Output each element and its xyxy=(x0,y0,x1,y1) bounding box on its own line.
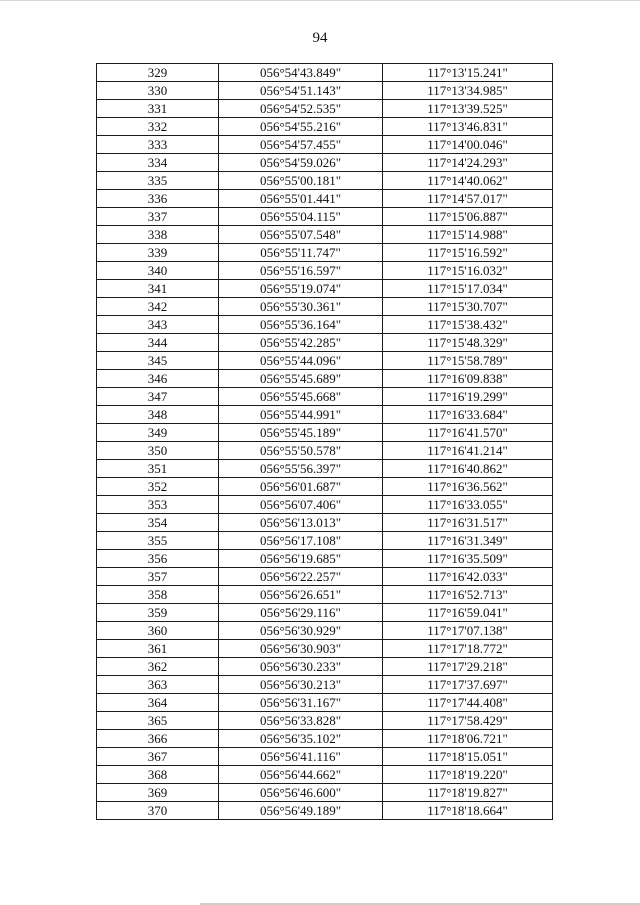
table-row xyxy=(97,172,553,190)
latitude-cell: 056°55'04.115" xyxy=(219,208,383,226)
table-row xyxy=(97,154,553,172)
table-row xyxy=(97,406,553,424)
point-number-cell: 329 xyxy=(97,64,219,82)
table-row xyxy=(97,118,553,136)
table-row xyxy=(97,784,553,802)
point-number-cell: 336 xyxy=(97,190,219,208)
point-number-cell: 354 xyxy=(97,514,219,532)
point-number-cell: 343 xyxy=(97,316,219,334)
table-row xyxy=(97,316,553,334)
longitude-cell: 117°16'09.838" xyxy=(383,370,553,388)
point-number-cell: 349 xyxy=(97,424,219,442)
point-number-cell: 365 xyxy=(97,712,219,730)
table-row xyxy=(97,730,553,748)
point-number-cell: 339 xyxy=(97,244,219,262)
table-row xyxy=(97,100,553,118)
latitude-cell: 056°54'57.455" xyxy=(219,136,383,154)
latitude-cell: 056°55'19.074" xyxy=(219,280,383,298)
table-row xyxy=(97,82,553,100)
longitude-cell: 117°15'38.432" xyxy=(383,316,553,334)
point-number-cell: 367 xyxy=(97,748,219,766)
longitude-cell: 117°15'48.329" xyxy=(383,334,553,352)
latitude-cell: 056°55'30.361" xyxy=(219,298,383,316)
longitude-cell: 117°15'06.887" xyxy=(383,208,553,226)
point-number-cell: 355 xyxy=(97,532,219,550)
point-number-cell: 335 xyxy=(97,172,219,190)
table-row xyxy=(97,226,553,244)
latitude-cell: 056°54'52.535" xyxy=(219,100,383,118)
point-number-cell: 340 xyxy=(97,262,219,280)
point-number-cell: 359 xyxy=(97,604,219,622)
longitude-cell: 117°16'33.684" xyxy=(383,406,553,424)
point-number-cell: 338 xyxy=(97,226,219,244)
point-number-cell: 341 xyxy=(97,280,219,298)
longitude-cell: 117°16'40.862" xyxy=(383,460,553,478)
latitude-cell: 056°56'30.213" xyxy=(219,676,383,694)
point-number-cell: 363 xyxy=(97,676,219,694)
table-row xyxy=(97,550,553,568)
latitude-cell: 056°56'31.167" xyxy=(219,694,383,712)
latitude-cell: 056°56'46.600" xyxy=(219,784,383,802)
latitude-cell: 056°56'30.929" xyxy=(219,622,383,640)
latitude-cell: 056°55'07.548" xyxy=(219,226,383,244)
point-number-cell: 348 xyxy=(97,406,219,424)
point-number-cell: 332 xyxy=(97,118,219,136)
longitude-cell: 117°17'29.218" xyxy=(383,658,553,676)
longitude-cell: 117°14'24.293" xyxy=(383,154,553,172)
coordinates-table xyxy=(96,63,553,820)
latitude-cell: 056°54'43.849" xyxy=(219,64,383,82)
latitude-cell: 056°55'45.668" xyxy=(219,388,383,406)
table-row xyxy=(97,658,553,676)
point-number-cell: 346 xyxy=(97,370,219,388)
longitude-cell: 117°13'15.241" xyxy=(383,64,553,82)
longitude-cell: 117°16'31.349" xyxy=(383,532,553,550)
longitude-cell: 117°18'18.664" xyxy=(383,802,553,820)
latitude-cell: 056°56'01.687" xyxy=(219,478,383,496)
latitude-cell: 056°55'11.747" xyxy=(219,244,383,262)
point-number-cell: 366 xyxy=(97,730,219,748)
longitude-cell: 117°16'41.570" xyxy=(383,424,553,442)
table-row xyxy=(97,388,553,406)
longitude-cell: 117°15'17.034" xyxy=(383,280,553,298)
latitude-cell: 056°56'33.828" xyxy=(219,712,383,730)
latitude-cell: 056°55'45.689" xyxy=(219,370,383,388)
latitude-cell: 056°55'50.578" xyxy=(219,442,383,460)
point-number-cell: 334 xyxy=(97,154,219,172)
table-row xyxy=(97,208,553,226)
latitude-cell: 056°56'07.406" xyxy=(219,496,383,514)
table-row xyxy=(97,190,553,208)
point-number-cell: 370 xyxy=(97,802,219,820)
point-number-cell: 368 xyxy=(97,766,219,784)
table-row xyxy=(97,712,553,730)
latitude-cell: 056°54'59.026" xyxy=(219,154,383,172)
longitude-cell: 117°18'19.827" xyxy=(383,784,553,802)
point-number-cell: 369 xyxy=(97,784,219,802)
latitude-cell: 056°56'49.189" xyxy=(219,802,383,820)
table-row xyxy=(97,442,553,460)
point-number-cell: 361 xyxy=(97,640,219,658)
point-number-cell: 351 xyxy=(97,460,219,478)
latitude-cell: 056°56'30.233" xyxy=(219,658,383,676)
longitude-cell: 117°16'31.517" xyxy=(383,514,553,532)
latitude-cell: 056°56'30.903" xyxy=(219,640,383,658)
scan-edge-top xyxy=(0,0,640,1)
point-number-cell: 331 xyxy=(97,100,219,118)
longitude-cell: 117°15'58.789" xyxy=(383,352,553,370)
point-number-cell: 345 xyxy=(97,352,219,370)
longitude-cell: 117°15'14.988" xyxy=(383,226,553,244)
table-row xyxy=(97,244,553,262)
table-row xyxy=(97,568,553,586)
point-number-cell: 352 xyxy=(97,478,219,496)
longitude-cell: 117°15'16.592" xyxy=(383,244,553,262)
longitude-cell: 117°16'41.214" xyxy=(383,442,553,460)
table-row xyxy=(97,136,553,154)
longitude-cell: 117°16'33.055" xyxy=(383,496,553,514)
longitude-cell: 117°17'37.697" xyxy=(383,676,553,694)
longitude-cell: 117°13'34.985" xyxy=(383,82,553,100)
table-row xyxy=(97,280,553,298)
point-number-cell: 344 xyxy=(97,334,219,352)
longitude-cell: 117°16'59.041" xyxy=(383,604,553,622)
table-row xyxy=(97,604,553,622)
table-row xyxy=(97,532,553,550)
point-number-cell: 357 xyxy=(97,568,219,586)
latitude-cell: 056°55'44.991" xyxy=(219,406,383,424)
longitude-cell: 117°17'07.138" xyxy=(383,622,553,640)
latitude-cell: 056°55'36.164" xyxy=(219,316,383,334)
table-row xyxy=(97,766,553,784)
longitude-cell: 117°16'42.033" xyxy=(383,568,553,586)
latitude-cell: 056°54'55.216" xyxy=(219,118,383,136)
latitude-cell: 056°55'00.181" xyxy=(219,172,383,190)
table-row xyxy=(97,514,553,532)
latitude-cell: 056°56'17.108" xyxy=(219,532,383,550)
longitude-cell: 117°15'30.707" xyxy=(383,298,553,316)
longitude-cell: 117°16'36.562" xyxy=(383,478,553,496)
point-number-cell: 362 xyxy=(97,658,219,676)
table-row xyxy=(97,622,553,640)
latitude-cell: 056°54'51.143" xyxy=(219,82,383,100)
table-row xyxy=(97,334,553,352)
longitude-cell: 117°15'16.032" xyxy=(383,262,553,280)
table-row xyxy=(97,352,553,370)
table-row xyxy=(97,370,553,388)
longitude-cell: 117°16'19.299" xyxy=(383,388,553,406)
latitude-cell: 056°56'19.685" xyxy=(219,550,383,568)
point-number-cell: 356 xyxy=(97,550,219,568)
longitude-cell: 117°17'58.429" xyxy=(383,712,553,730)
point-number-cell: 350 xyxy=(97,442,219,460)
latitude-cell: 056°56'44.662" xyxy=(219,766,383,784)
latitude-cell: 056°55'45.189" xyxy=(219,424,383,442)
longitude-cell: 117°14'57.017" xyxy=(383,190,553,208)
point-number-cell: 342 xyxy=(97,298,219,316)
latitude-cell: 056°55'56.397" xyxy=(219,460,383,478)
latitude-cell: 056°56'22.257" xyxy=(219,568,383,586)
point-number-cell: 337 xyxy=(97,208,219,226)
table-row xyxy=(97,298,553,316)
table-row xyxy=(97,460,553,478)
point-number-cell: 347 xyxy=(97,388,219,406)
latitude-cell: 056°56'26.651" xyxy=(219,586,383,604)
longitude-cell: 117°18'06.721" xyxy=(383,730,553,748)
point-number-cell: 333 xyxy=(97,136,219,154)
table-row xyxy=(97,640,553,658)
longitude-cell: 117°16'52.713" xyxy=(383,586,553,604)
table-row xyxy=(97,676,553,694)
longitude-cell: 117°13'39.525" xyxy=(383,100,553,118)
longitude-cell: 117°16'35.509" xyxy=(383,550,553,568)
latitude-cell: 056°56'35.102" xyxy=(219,730,383,748)
latitude-cell: 056°56'41.116" xyxy=(219,748,383,766)
table-row xyxy=(97,694,553,712)
point-number-cell: 330 xyxy=(97,82,219,100)
point-number-cell: 364 xyxy=(97,694,219,712)
longitude-cell: 117°18'19.220" xyxy=(383,766,553,784)
longitude-cell: 117°14'00.046" xyxy=(383,136,553,154)
longitude-cell: 117°17'44.408" xyxy=(383,694,553,712)
latitude-cell: 056°55'01.441" xyxy=(219,190,383,208)
latitude-cell: 056°56'29.116" xyxy=(219,604,383,622)
latitude-cell: 056°55'16.597" xyxy=(219,262,383,280)
longitude-cell: 117°17'18.772" xyxy=(383,640,553,658)
table-row xyxy=(97,262,553,280)
point-number-cell: 360 xyxy=(97,622,219,640)
latitude-cell: 056°55'44.096" xyxy=(219,352,383,370)
table-row xyxy=(97,496,553,514)
longitude-cell: 117°13'46.831" xyxy=(383,118,553,136)
point-number-cell: 353 xyxy=(97,496,219,514)
coordinates-table-body xyxy=(97,64,553,820)
longitude-cell: 117°18'15.051" xyxy=(383,748,553,766)
table-row xyxy=(97,802,553,820)
latitude-cell: 056°56'13.013" xyxy=(219,514,383,532)
table-row xyxy=(97,586,553,604)
table-row xyxy=(97,424,553,442)
table-row xyxy=(97,748,553,766)
point-number-cell: 358 xyxy=(97,586,219,604)
table-row xyxy=(97,64,553,82)
page-number: 94 xyxy=(312,30,328,46)
table-row xyxy=(97,478,553,496)
longitude-cell: 117°14'40.062" xyxy=(383,172,553,190)
latitude-cell: 056°55'42.285" xyxy=(219,334,383,352)
